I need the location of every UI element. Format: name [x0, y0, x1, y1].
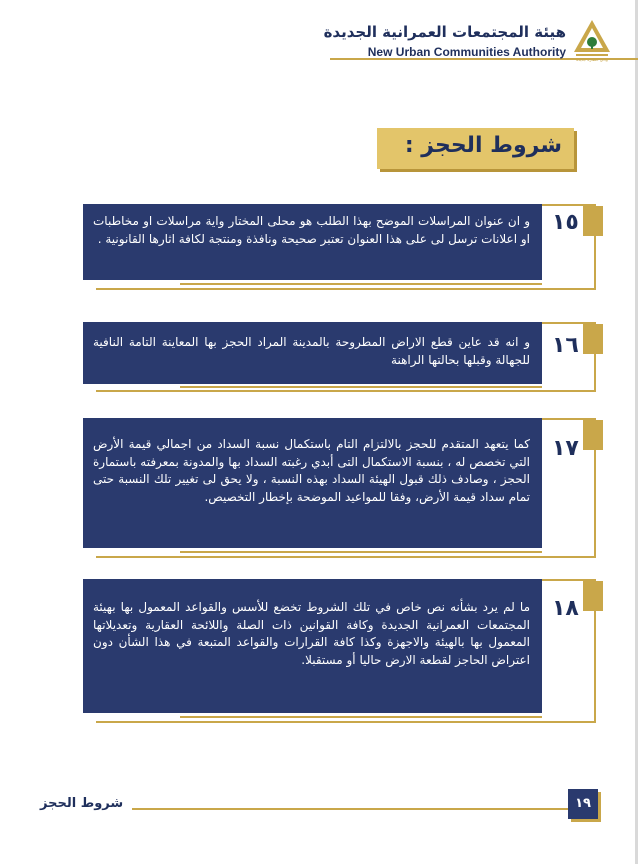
header [323, 18, 612, 68]
item-text: و انه قد عاين قطع الاراض المطروحة بالمدينة المراد الحجز بها المعاينة التامة النافية للجهالة وقبلها بحالتها الراهنة [93, 335, 530, 367]
item-underline [180, 283, 542, 285]
item-text-box [83, 204, 542, 280]
item-text-box [83, 418, 542, 548]
section-title: شروط الحجز : [404, 133, 562, 158]
item-number: ١٦ [552, 333, 579, 358]
org-name-english: New Urban Communities Authority [367, 45, 566, 59]
item-text: ما لم يرد بشأنه نص خاص في تلك الشروط تخضع للأسس والقواعد المعمول بها بهيئة المجتمعات العمرانية الجديدة وكافة القوانين ذات الصلة واللائحة العقارية وتعديلاتها المعمول بها بالهيئة والاجهزة وكذا كافة القرارات والقواعد المتبعة في هذا الشأن دون اعتراض الحاجز لقطعة الارض حاليا أو مستقبلا. [93, 600, 530, 667]
nuca-logo-icon [572, 18, 612, 62]
item-text: و ان عنوان المراسلات الموضح بهذا الطلب هو محلى المختار واية مراسلات او مخاطبات او اعلانات ترسل لى على هذا العنوان تعتبر صحيحة ونافذة ومنتجة لكافة اثارها القانونية . [93, 214, 530, 246]
number-tab [583, 581, 603, 611]
item-text-box [83, 322, 542, 384]
item-underline [180, 386, 542, 388]
item-number: ١٥ [552, 210, 579, 235]
section-title-box [377, 128, 574, 169]
number-tab [583, 420, 603, 450]
item-number: ١٨ [552, 596, 579, 621]
number-tab [583, 206, 603, 236]
number-tab [583, 324, 603, 354]
item-underline [180, 716, 542, 718]
item-underline [180, 551, 542, 553]
logo-caption: وادي حضارة جديدة [576, 57, 608, 62]
item-number: ١٧ [552, 436, 579, 461]
footer-title: شروط الحجز [40, 796, 124, 811]
item-text-box [83, 579, 542, 713]
org-name-arabic: هيئة المجتمعات العمرانية الجديدة [323, 23, 566, 41]
footer-rule [132, 808, 572, 810]
item-text: كما يتعهد المتقدم للحجز بالالتزام التام باستكمال نسبة السداد من اجمالي قيمة الأرض التي تخصص له ، بنسبة الاستكمال التى أبدي رغبته السداد بها والمدونة بمعرفته باستمارة الحجز ، وصادف ذلك قبول الهيئة السداد بهذه النسبة ، ولا يحق لى تغيير تلك النسبة حتى تمام سداد قيمة الأرض، وفقا للمواعيد الموضحة بإخطار التخصيص. [93, 437, 530, 504]
page-number: ١٩ [568, 789, 598, 819]
